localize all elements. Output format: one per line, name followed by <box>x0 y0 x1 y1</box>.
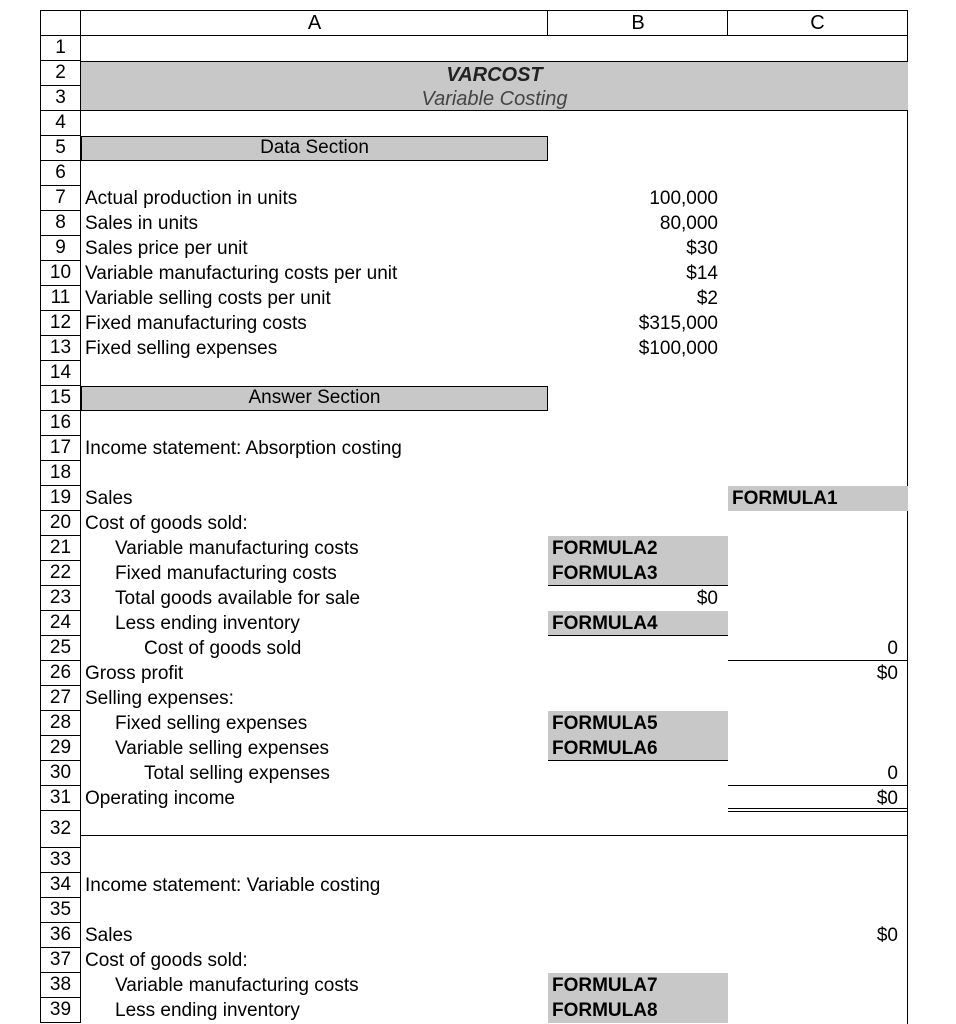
abs-total-sell-value[interactable]: 0 <box>728 761 908 786</box>
row-header[interactable]: 17 <box>40 436 81 461</box>
abs-total-avail-value[interactable]: $0 <box>696 588 718 609</box>
row-header[interactable]: 3 <box>40 86 81 111</box>
data-label[interactable]: Fixed selling expenses <box>85 338 278 359</box>
row-header[interactable]: 24 <box>40 611 81 636</box>
spreadsheet <box>40 10 908 1024</box>
row-header[interactable]: 23 <box>40 586 81 611</box>
formula4-cell[interactable]: FORMULA4 <box>548 611 728 636</box>
abs-fixed-mfg-label[interactable]: Fixed manufacturing costs <box>115 563 337 584</box>
data-label[interactable]: Sales price per unit <box>85 238 248 259</box>
section-separator <box>81 835 908 836</box>
data-value[interactable]: $2 <box>696 288 718 309</box>
select-all-corner[interactable] <box>40 10 82 36</box>
row-header[interactable]: 25 <box>40 636 81 661</box>
abs-cogs-label[interactable]: Cost of goods sold: <box>85 513 248 534</box>
var-var-mfg-label[interactable]: Variable manufacturing costs <box>115 975 359 996</box>
row-header[interactable]: 28 <box>40 711 81 736</box>
data-label[interactable]: Fixed manufacturing costs <box>85 313 307 334</box>
row-header[interactable]: 8 <box>40 211 81 236</box>
formula6-cell[interactable]: FORMULA6 <box>548 736 728 761</box>
row-header[interactable]: 20 <box>40 511 81 536</box>
row-header[interactable]: 18 <box>40 461 81 486</box>
absorption-heading[interactable]: Income statement: Absorption costing <box>85 438 402 459</box>
data-label[interactable]: Variable selling costs per unit <box>85 288 331 309</box>
abs-fixed-sell-label[interactable]: Fixed selling expenses <box>115 713 308 734</box>
row-header[interactable]: 33 <box>40 848 81 873</box>
sheet-right-border <box>907 36 908 1024</box>
row-header[interactable]: 16 <box>40 411 81 436</box>
variable-heading[interactable]: Income statement: Variable costing <box>85 875 381 896</box>
var-end-inv-label[interactable]: Less ending inventory <box>115 1000 300 1021</box>
abs-total-avail-label[interactable]: Total goods available for sale <box>115 588 361 609</box>
row-header[interactable]: 1 <box>40 36 81 61</box>
formula5-cell[interactable]: FORMULA5 <box>548 711 728 736</box>
row-header[interactable]: 6 <box>40 161 81 186</box>
row-header[interactable]: 11 <box>40 286 81 311</box>
abs-var-mfg-label[interactable]: Variable manufacturing costs <box>115 538 359 559</box>
data-value[interactable]: $100,000 <box>638 338 718 359</box>
sheet-subtitle: Variable Costing <box>421 88 568 110</box>
row-header[interactable]: 22 <box>40 561 81 586</box>
data-value[interactable]: $14 <box>686 263 718 284</box>
row-header[interactable]: 27 <box>40 686 81 711</box>
row-header[interactable]: 29 <box>40 736 81 761</box>
row-header[interactable]: 5 <box>40 136 81 161</box>
abs-total-sell-label[interactable]: Total selling expenses <box>144 763 330 784</box>
data-value[interactable]: 80,000 <box>659 213 718 234</box>
row-header[interactable]: 10 <box>40 261 81 286</box>
data-value[interactable]: 100,000 <box>649 188 718 209</box>
formula3-cell[interactable]: FORMULA3 <box>548 561 728 586</box>
row-header[interactable]: 30 <box>40 761 81 786</box>
column-header-c[interactable]: C <box>727 10 908 36</box>
data-value[interactable]: $30 <box>686 238 718 259</box>
abs-gross-profit-label[interactable]: Gross profit <box>85 663 184 684</box>
abs-op-income-label[interactable]: Operating income <box>85 788 235 809</box>
data-label[interactable]: Variable manufacturing costs per unit <box>85 263 398 284</box>
row-header[interactable]: 7 <box>40 186 81 211</box>
row-header[interactable]: 21 <box>40 536 81 561</box>
row-header[interactable]: 37 <box>40 948 81 973</box>
formula2-cell[interactable]: FORMULA2 <box>548 536 728 561</box>
abs-var-sell-label[interactable]: Variable selling expenses <box>115 738 330 759</box>
var-sales-value[interactable]: $0 <box>876 925 898 946</box>
row-header[interactable]: 2 <box>40 61 81 86</box>
abs-selling-label[interactable]: Selling expenses: <box>85 688 234 709</box>
row-header[interactable]: 14 <box>40 361 81 386</box>
row-header[interactable]: 36 <box>40 923 81 948</box>
var-cogs-label[interactable]: Cost of goods sold: <box>85 950 248 971</box>
row-header[interactable]: 32 <box>40 811 81 848</box>
row-header[interactable]: 4 <box>40 111 81 136</box>
title-band <box>81 61 908 111</box>
data-value[interactable]: $315,000 <box>638 313 718 334</box>
formula7-cell[interactable]: FORMULA7 <box>548 973 728 998</box>
row-header[interactable]: 9 <box>40 236 81 261</box>
row-header[interactable]: 35 <box>40 898 81 923</box>
answer-section-header: Answer Section <box>81 386 548 411</box>
row-header[interactable]: 26 <box>40 661 81 686</box>
formula8-cell[interactable]: FORMULA8 <box>548 998 728 1023</box>
row-header[interactable]: 34 <box>40 873 81 898</box>
row-header[interactable]: 12 <box>40 311 81 336</box>
abs-cogs-total-label[interactable]: Cost of goods sold <box>144 638 302 659</box>
row-header[interactable]: 39 <box>40 998 81 1023</box>
abs-end-inv-label[interactable]: Less ending inventory <box>115 613 300 634</box>
data-label[interactable]: Sales in units <box>85 213 199 234</box>
row-header[interactable]: 13 <box>40 336 81 361</box>
abs-op-income-value[interactable]: $0 <box>728 786 908 812</box>
abs-gross-profit-value[interactable]: $0 <box>876 663 898 684</box>
row-header[interactable]: 38 <box>40 973 81 998</box>
row-header[interactable]: 15 <box>40 386 81 411</box>
data-section-header: Data Section <box>81 136 548 161</box>
abs-cogs-value[interactable]: 0 <box>728 636 908 661</box>
row-header[interactable]: 31 <box>40 786 81 811</box>
abs-sales-label[interactable]: Sales <box>85 488 133 509</box>
column-header-b[interactable]: B <box>547 10 729 36</box>
formula1-cell[interactable]: FORMULA1 <box>728 486 908 511</box>
sheet-title: VARCOST <box>446 64 543 86</box>
data-label[interactable]: Actual production in units <box>85 188 298 209</box>
var-sales-label[interactable]: Sales <box>85 925 133 946</box>
column-header-a[interactable]: A <box>80 10 549 36</box>
row-header[interactable]: 19 <box>40 486 81 511</box>
